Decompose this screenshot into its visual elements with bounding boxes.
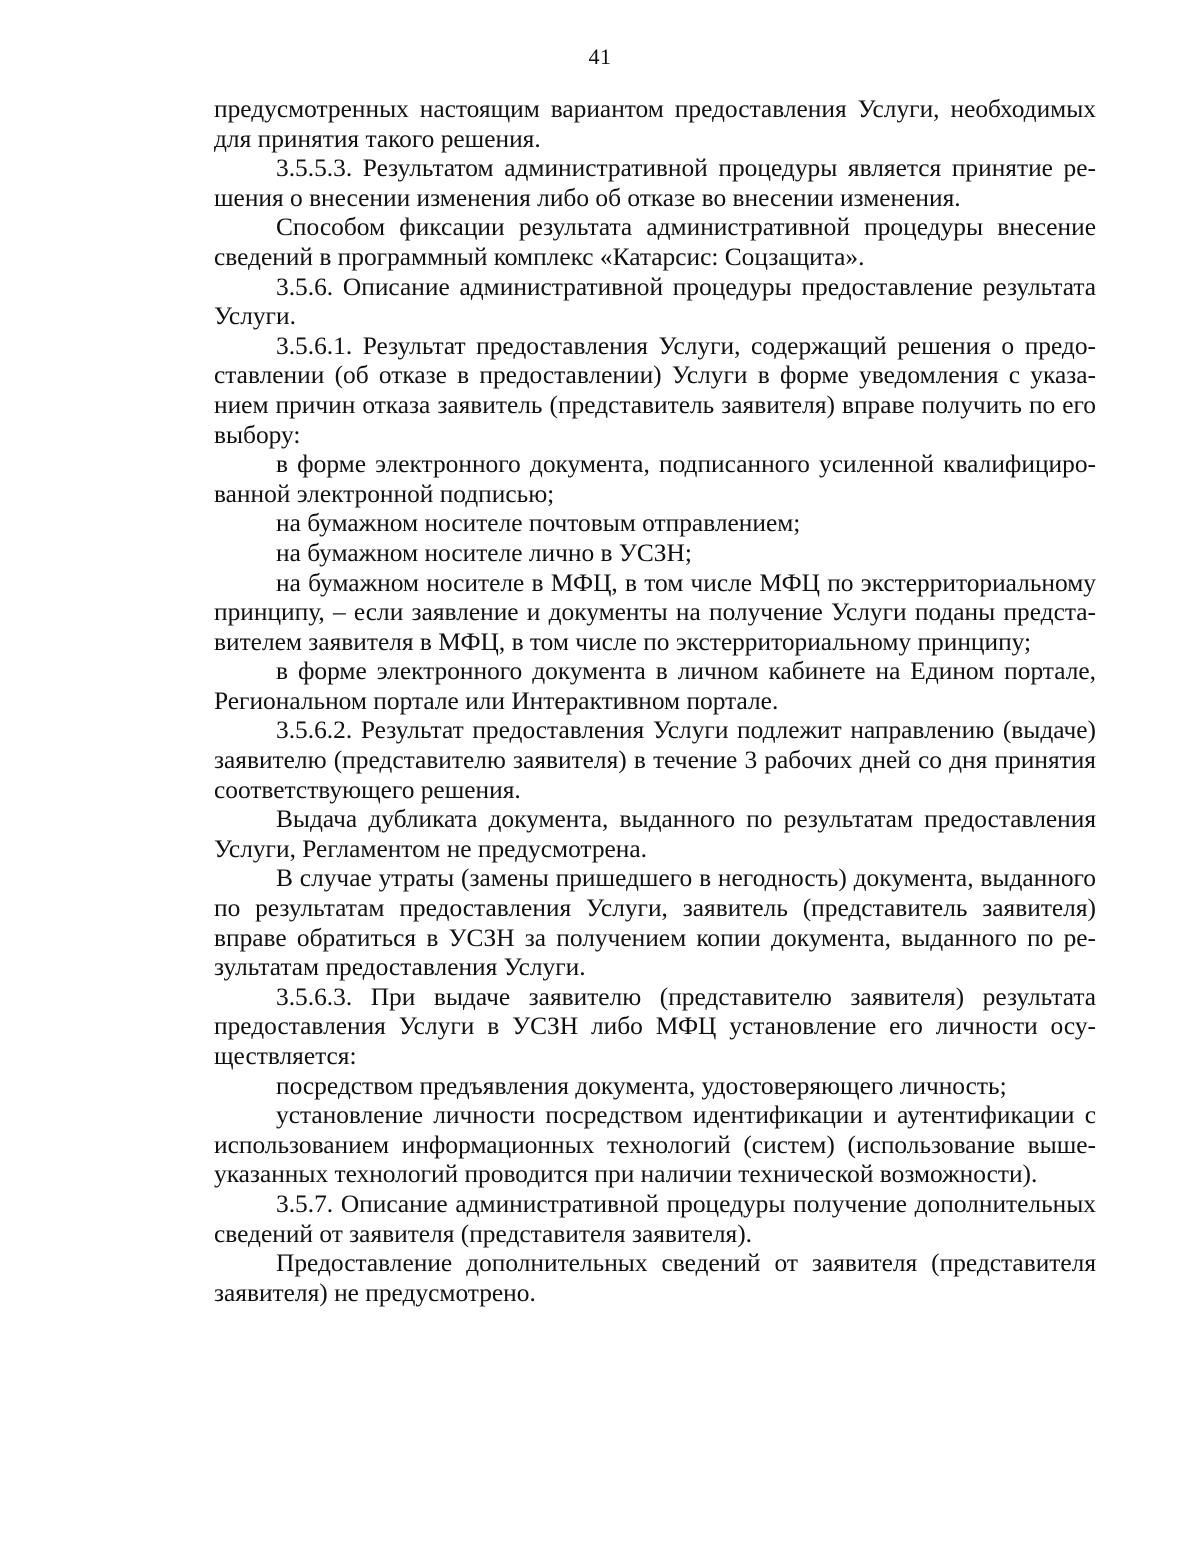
paragraph-3-5-7: 3.5.7. Описание административной процедуры получение дополнительных сведений от заявителя (представителя заявителя).	[214, 1189, 1096, 1248]
paragraph-3-5-6-3: 3.5.6.3. При выдаче заявителю (представителю заявителя) результата предоставления Услуги в УСЗН либо МФЦ установление его личности осуществляется:	[214, 982, 1096, 1070]
list-item-in-person-uszn: на бумажном носителе лично в УСЗН;	[276, 538, 692, 567]
list-item-identity-document: посредством предъявления документа, удостоверяющего личность;	[276, 1071, 1007, 1100]
paragraph-3-5-6-2: 3.5.6.2. Результат предоставления Услуги подлежит направлению (выдаче) заявителю (представителю заявителя) в течение 3 рабочих дней со дня принятия соответствующего решения.	[214, 716, 1096, 804]
paragraph-continuation: предусмотренных настоящим вариантом предоставления Услуги, необходимых для принятия такого решения.	[214, 95, 1096, 153]
list-item-personal-cabinet: в форме электронного документа в личном кабинете на Едином портале, Региональном портале или Интерактивном портале.	[214, 657, 1096, 715]
paragraph-3-5-5-3: 3.5.5.3. Результатом административной процедуры является принятие решения о внесении изменения либо об отказе во внесении изменения.	[214, 154, 1096, 212]
list-item-electronic-signature: в форме электронного документа, подписанного усиленной квалифицированной электронной подписью;	[214, 450, 1096, 508]
list-item-mfc: на бумажном носителе в МФЦ, в том числе МФЦ по экстерриториальному принципу, – если заявление и документы на получение Услуги поданы представителем заявителя в МФЦ, в том числе по экстерриториальному принципу;	[214, 568, 1096, 656]
list-item-identification: установление личности посредством идентификации и аутентификации с использованием информационных технологий (систем) (использование вышеуказанных технологий проводится при наличии технической возможности).	[214, 1101, 1096, 1189]
paragraph-loss-case: В случае утраты (замены пришедшего в негодность) документа, выданного по результатам предоставления Услуги, заявитель (представитель заявителя) вправе обратиться в УСЗН за получением копии документа, выданного по результатам предоставления Услуги.	[214, 864, 1096, 982]
paragraph-3-5-6: 3.5.6. Описание административной процедуры предоставление результата Услуги.	[214, 272, 1096, 331]
page-number: 41	[588, 44, 612, 69]
document-body	[214, 95, 1096, 1308]
paragraph-3-5-6-1: 3.5.6.1. Результат предоставления Услуги, содержащий решения о предоставлении (об отказе в предоставлении) Услуги в форме уведомления с указанием причин отказа заявитель (представитель заявителя) вправе получить по его выбору:	[214, 331, 1096, 449]
paragraph-duplicate: Выдача дубликата документа, выданного по результатам предоставления Услуги, Регламентом не предусмотрена.	[214, 805, 1096, 863]
list-item-postal: на бумажном носителе почтовым отправлением;	[276, 509, 801, 538]
paragraph-fixation-method: Способом фиксации результата административной процедуры внесение сведений в программный комплекс «Катарсис: Соцзащита».	[214, 213, 1096, 271]
paragraph-additional-info: Предоставление дополнительных сведений от заявителя (представителя заявителя) не предусмотрено.	[214, 1249, 1096, 1307]
